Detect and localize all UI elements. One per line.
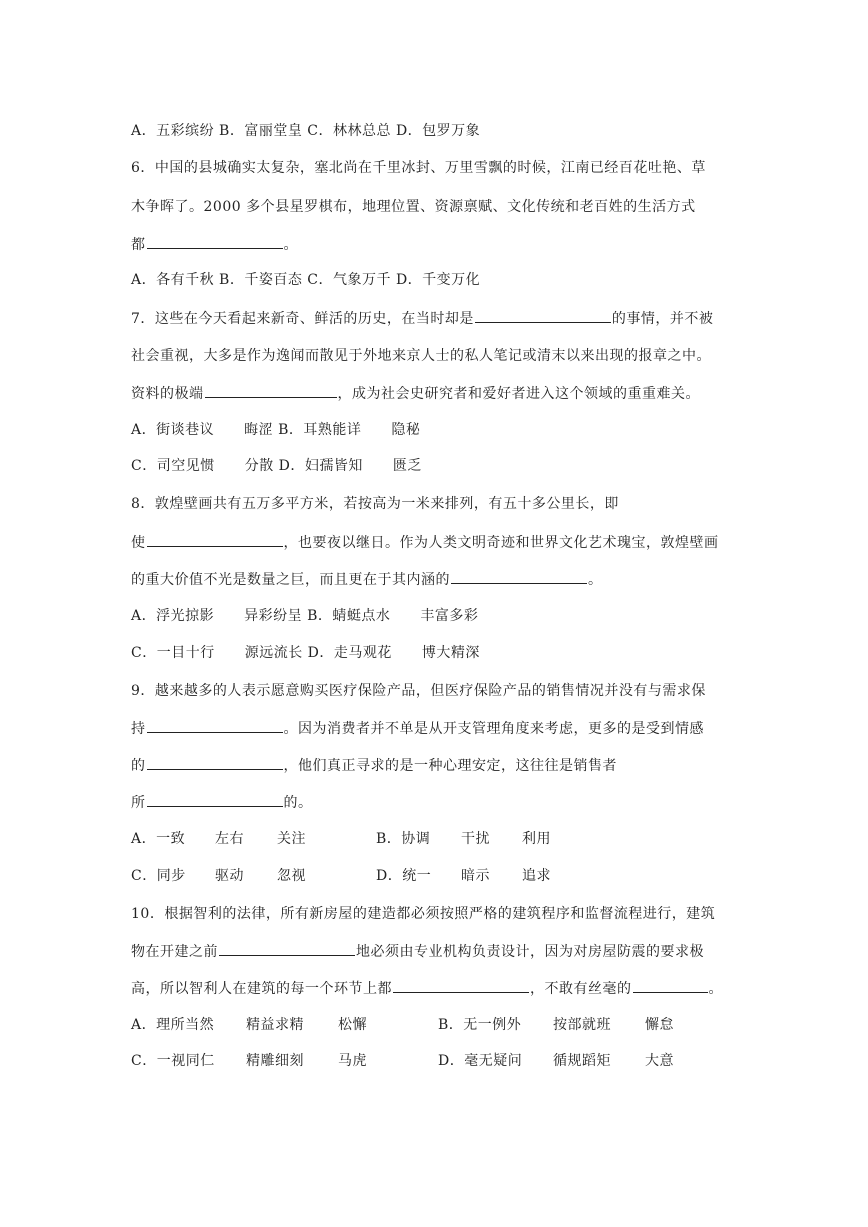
- q9-stem-text-3b: ，他们真正寻求的是一种心理安定，这往往是销售者: [283, 758, 617, 774]
- q10-stem-text-3c: 。: [708, 981, 723, 997]
- q9-option-a-1: A．一致: [131, 831, 186, 847]
- q9-line-2: [131, 718, 704, 739]
- q8-stem-text-2a: 使: [131, 535, 146, 551]
- q10-blank-3: [633, 978, 708, 993]
- q8-option-a-2: 异彩纷呈 B．蜻蜓点水: [244, 608, 391, 624]
- q10-option-d-2: 循规蹈矩: [553, 1053, 611, 1069]
- q7-blank-2: [205, 383, 337, 398]
- q9-option-d-1: D．统一: [376, 868, 432, 884]
- q10-option-d-1: D．毫无疑问: [438, 1053, 523, 1069]
- q9-option-b-1: B．协调: [376, 831, 431, 847]
- q6-options: [131, 270, 480, 290]
- q7-stem-text-2: 社会重视，大多是作为逸闻而散见于外地来京人士的私人笔记或清末以来出现的报章之中。: [131, 348, 711, 364]
- q7-line-2: [131, 346, 711, 366]
- q9-stem-text-4b: 的。: [283, 795, 313, 811]
- q10-option-b-3: 懈怠: [645, 1017, 674, 1033]
- q7-stem-text-3b: ，成为社会史研究者和爱好者进入这个领域的重重难关。: [337, 386, 700, 402]
- q9-stem-text-1: 9．越来越多的人表示愿意购买医疗保险产品，但医疗保险产品的销售情况并没有与需求保: [131, 683, 706, 699]
- q10-line-1: [131, 904, 715, 924]
- q8-line-2: [131, 532, 719, 553]
- q9-option-c-1: C．同步: [131, 868, 186, 884]
- q10-option-c-1: C．一视同仁: [131, 1053, 215, 1069]
- q7-stem-text-3a: 资料的极端: [131, 386, 204, 402]
- q8-option-c-1: C．一目十行: [131, 645, 215, 661]
- q6-stem-text: 6．中国的县城确实太复杂，塞北尚在千里冰封、万里雪飘的时候，江南已经百花吐艳、草: [131, 160, 706, 176]
- q10-line-3: [131, 978, 723, 999]
- q7-line-1: [131, 308, 713, 329]
- q8-line-1: [131, 494, 619, 514]
- q5-options-text: A．五彩缤纷 B．富丽堂皇 C．林林总总 D．包罗万象: [131, 123, 481, 139]
- q7-blank-1: [475, 308, 611, 323]
- q9-stem-text-2b: 。因为消费者并不单是从开支管理角度来考虑，更多的是受到情感: [283, 721, 704, 737]
- q6-line-2: [131, 197, 696, 217]
- q8-option-c-2: 源远流长 D．走马观花: [244, 645, 392, 661]
- q10-option-a-1: A．理所当然: [131, 1017, 215, 1033]
- q6-options-text: A．各有千秋 B．千姿百态 C．气象万千 D．千变万化: [131, 272, 481, 288]
- q7-stem-text-1b: 的事情，并不被: [611, 311, 714, 327]
- q10-blank-1: [219, 941, 355, 956]
- q8-option-d-2: 博大精深: [421, 645, 480, 661]
- q9-stem-text-3a: 的: [131, 758, 146, 774]
- q7-option-a-2: 晦涩 B．耳熟能详: [244, 422, 362, 438]
- q10-stem-text-3b: ，不敢有丝毫的: [530, 981, 632, 997]
- q7-stem-text-1a: 7．这些在今天看起来新奇、鲜活的历史，在当时却是: [131, 311, 474, 327]
- q10-option-b-2: 按部就班: [553, 1017, 611, 1033]
- q8-stem-text-1: 8．敦煌壁画共有五万多平方米，若按高为一米来排列，有五十多公里长，即: [131, 496, 619, 512]
- q9-line-4: [131, 792, 313, 813]
- q6-blank-1: [147, 234, 283, 249]
- q10-option-a-2: 精益求精: [246, 1017, 304, 1033]
- q9-option-c-3: 忽视: [277, 868, 306, 884]
- q6-line-3: [131, 234, 298, 255]
- q9-option-c-2: 驱动: [215, 868, 244, 884]
- q5-options: [131, 121, 480, 141]
- q7-options-ab: [131, 420, 420, 440]
- q8-options-ab: [131, 606, 478, 626]
- q10-option-a-3: 松懈: [338, 1017, 367, 1033]
- q9-option-b-3: 利用: [522, 831, 551, 847]
- q9-stem-text-2a: 持: [131, 721, 146, 737]
- q9-option-a-3: 关注: [277, 831, 306, 847]
- q6-stem-text-3a: 都: [131, 237, 146, 253]
- q10-stem-text-1: 10．根据智利的法律，所有新房屋的建造都必须按照严格的建筑程序和监督流程进行，建筑: [131, 906, 716, 922]
- q10-option-d-3: 大意: [645, 1053, 674, 1069]
- q9-blank-2: [147, 755, 283, 770]
- q9-option-b-2: 干扰: [461, 831, 490, 847]
- q8-stem-text-3a: 的重大价值不光是数量之巨，而且更在于其内涵的: [131, 572, 450, 588]
- q9-option-d-2: 暗示: [461, 868, 490, 884]
- q7-line-3: [131, 383, 700, 404]
- q7-option-c-1: C．司空见惯: [131, 458, 215, 474]
- q10-stem-text-2a: 物在开建之前: [131, 944, 218, 960]
- q10-option-c-2: 精雕细刻: [246, 1053, 304, 1069]
- q8-stem-text-3b: 。: [588, 572, 603, 588]
- q8-option-b-2: 丰富多彩: [420, 608, 479, 624]
- q8-blank-1: [147, 532, 283, 547]
- q7-option-b-2: 隐秘: [391, 422, 421, 438]
- q7-options-cd: [131, 456, 422, 476]
- q9-line-3: [131, 755, 617, 776]
- q9-option-a-2: 左右: [215, 831, 244, 847]
- q9-stem-text-4a: 所: [131, 795, 146, 811]
- q10-stem-text-3a: 高，所以智利人在建筑的每一个环节上都: [131, 981, 392, 997]
- q8-blank-2: [451, 569, 587, 584]
- q6-stem-text-2: 木争晖了。2000 多个县星罗棋布，地理位置、资源禀赋、文化传统和老百姓的生活方式: [131, 199, 696, 215]
- q8-option-a-1: A．浮光掠影: [131, 608, 215, 624]
- q7-option-a-1: A．街谈巷议: [131, 422, 215, 438]
- q9-blank-1: [147, 718, 283, 733]
- q10-option-b-1: B．无一例外: [438, 1017, 522, 1033]
- q10-line-2: [131, 941, 704, 962]
- q10-stem-text-2b: 地必须由专业机构负责设计，因为对房屋防震的要求极: [356, 944, 704, 960]
- q8-options-cd: [131, 643, 480, 663]
- q6-stem-text-3b: 。: [283, 237, 298, 253]
- q8-stem-text-2b: ，也要夜以继日。作为人类文明奇迹和世界文化艺术瑰宝，敦煌壁画: [283, 535, 719, 551]
- q10-option-c-3: 马虎: [338, 1053, 367, 1069]
- q9-option-d-3: 追求: [522, 868, 551, 884]
- q10-blank-2: [393, 978, 529, 993]
- q9-line-1: [131, 681, 706, 701]
- q8-line-3: [131, 569, 603, 590]
- q9-blank-3: [147, 792, 283, 807]
- q6-line-1: [131, 158, 706, 178]
- q7-option-d-2: 匮乏: [392, 458, 422, 474]
- q7-option-c-2: 分散 D．妇孺皆知: [244, 458, 363, 474]
